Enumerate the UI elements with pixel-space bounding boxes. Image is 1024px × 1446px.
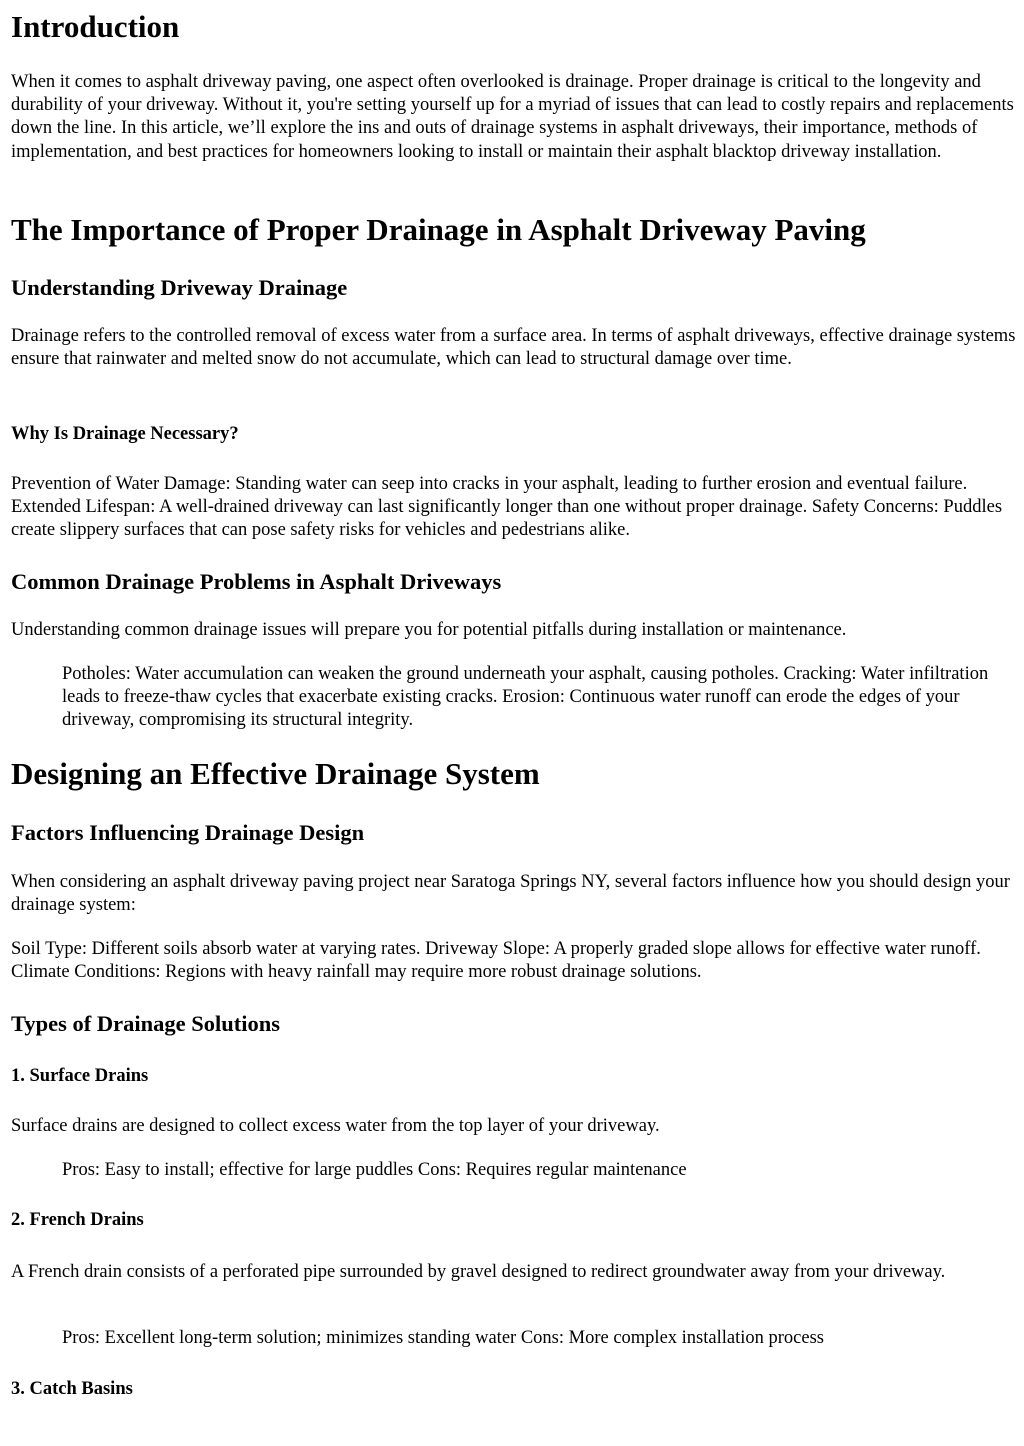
surface-drains-paragraph: Surface drains are designed to collect excess water from the top layer of your driveway. — [11, 1116, 660, 1136]
understanding-paragraph: Drainage refers to the controlled removal of excess water from a surface area. In terms of asphalt driveways, effective drainage systems ensure that rainwater and melted snow do not accumulate, which can lead to structural damage over time. — [11, 326, 1016, 370]
french-drains-heading: 2. French Drains — [11, 1210, 144, 1230]
introduction-paragraph: When it comes to asphalt driveway paving, one aspect often overlooked is drainage. Proper drainage is critical to the longevity and durability of your driveway. Without it, you're setting yourself up for a myriad of issues that can lead to costly repairs and replacements down the line. In this article, we’ll explore the ins and outs of drainage systems in asphalt driveways, their importance, methods of implementation, and best practices for homeowners looking to install or maintain their asphalt blacktop driveway installation. — [11, 72, 1014, 162]
factors-paragraph: When considering an asphalt driveway paving project near Saratoga Springs NY, several factors influence how you should design your drainage system: — [11, 872, 1010, 916]
importance-heading: The Importance of Proper Drainage in Asphalt Driveway Paving — [11, 212, 866, 247]
understanding-heading: Understanding Driveway Drainage — [11, 275, 348, 300]
types-heading: Types of Drainage Solutions — [11, 1011, 280, 1036]
why-paragraph: Prevention of Water Damage: Standing water can seep into cracks in your asphalt, leading to further erosion and eventual failure. Extended Lifespan: A well-drained driveway can last significantly longer than one without proper drainage. Safety Concerns: Puddles create slippery surfaces that can pose safety risks for vehicles and pedestrians alike. — [11, 474, 1003, 541]
problems-paragraph: Understanding common drainage issues will prepare you for potential pitfalls during installation or maintenance. — [11, 620, 847, 640]
problems-heading: Common Drainage Problems in Asphalt Driveways — [11, 569, 502, 594]
problems-blockquote: Potholes: Water accumulation can weaken the ground underneath your asphalt, causing potholes. Cracking: Water infiltration leads to freeze-thaw cycles that exacerbate existing cracks. Erosion: Continuous water runoff can erode the edges of your driveway, compromising its structural integrity. — [62, 664, 989, 731]
french-drains-paragraph: A French drain consists of a perforated pipe surrounded by gravel designed to redirect groundwater away from your driveway. — [11, 1262, 946, 1282]
surface-drains-heading: 1. Surface Drains — [11, 1066, 149, 1086]
factors-list-paragraph: Soil Type: Different soils absorb water at varying rates. Driveway Slope: A properly graded slope allows for effective water runoff. Climate Conditions: Regions with heavy rainfall may require more robust drainage solutions. — [11, 939, 981, 983]
designing-heading: Designing an Effective Drainage System — [11, 756, 540, 791]
factors-heading: Factors Influencing Drainage Design — [11, 820, 365, 845]
introduction-heading: Introduction — [11, 9, 180, 44]
surface-drains-pros-cons: Pros: Easy to install; effective for large puddles Cons: Requires regular maintenance — [62, 1160, 687, 1180]
why-heading: Why Is Drainage Necessary? — [11, 424, 239, 444]
catch-basins-heading: 3. Catch Basins — [11, 1379, 133, 1399]
french-drains-pros-cons: Pros: Excellent long-term solution; minimizes standing water Cons: More complex installation process — [62, 1328, 824, 1348]
